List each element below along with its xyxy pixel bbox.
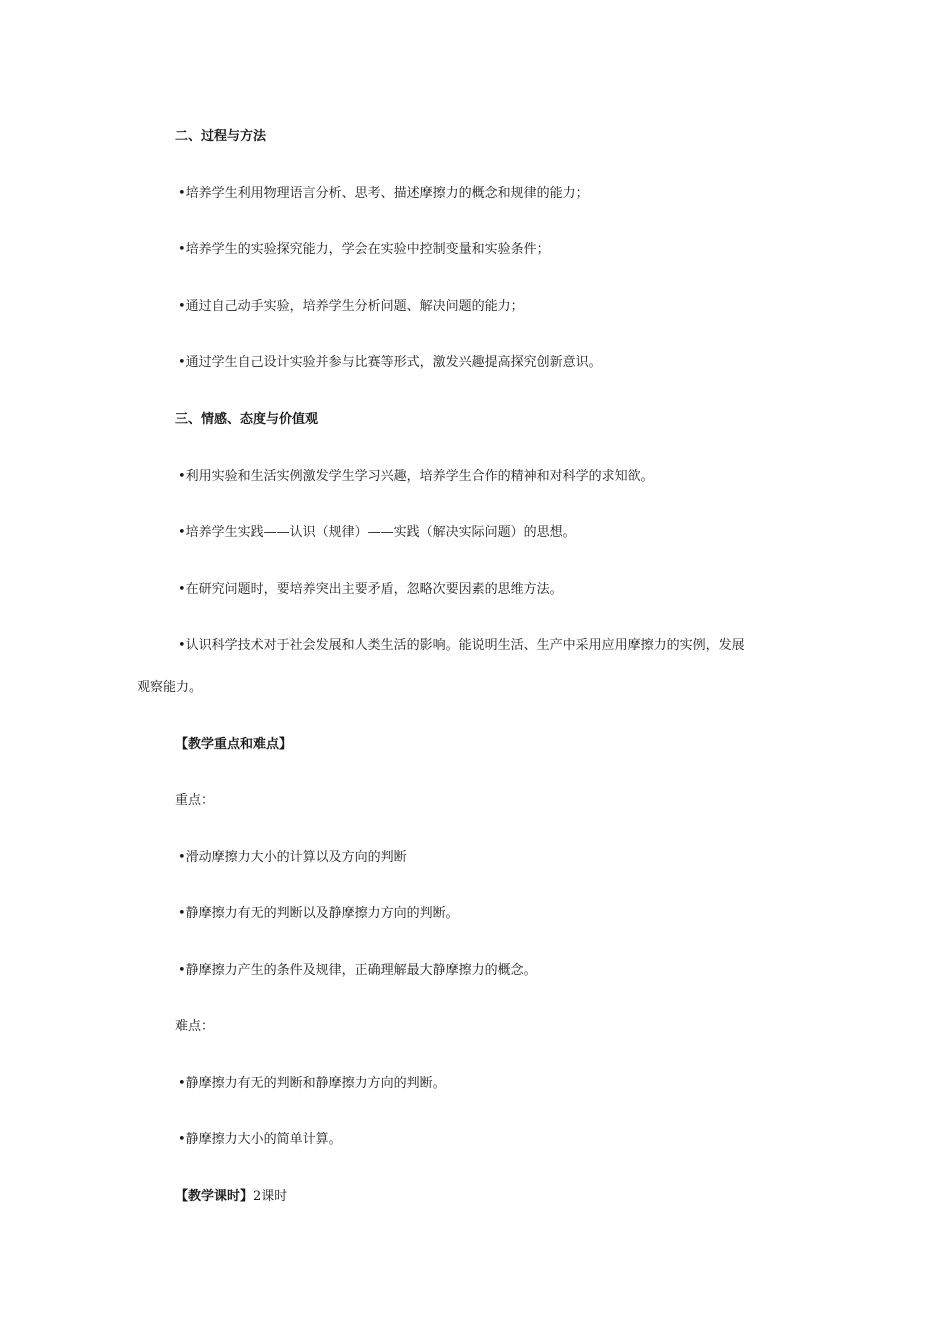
process-item: •培养学生的实验探究能力，学会在实验中控制变量和实验条件； [178,242,550,257]
difficult-item: •静摩擦力大小的简单计算。 [178,1132,342,1147]
difficult-item: •静摩擦力有无的判断和静摩擦力方向的判断。 [178,1076,446,1091]
emotion-heading: 三、情感、态度与价值观 [175,412,319,427]
emotion-item: •利用实验和生活实例激发学生学习兴趣，培养学生合作的精神和对科学的求知欲。 [178,469,654,484]
hours-heading: 【教学课时】 [175,1189,254,1204]
teaching-hours [175,1187,287,1207]
key-item: •滑动摩擦力大小的计算以及方向的判断 [178,850,407,865]
process-heading: 二、过程与方法 [175,129,267,144]
difficult-label: 难点： [175,1019,215,1034]
emotion-item: •培养学生实践——认识（规律）——实践（解决实际问题）的思想。 [178,525,576,540]
process-item: •培养学生利用物理语言分析、思考、描述摩擦力的概念和规律的能力； [178,186,589,201]
process-item: •通过自己动手实验，培养学生分析问题、解决问题的能力； [178,299,524,314]
key-label: 重点： [175,793,215,808]
emotion-item: •在研究问题时，要培养突出主要矛盾，忽略次要因素的思维方法。 [178,582,563,597]
key-points-heading: 【教学重点和难点】 [175,737,293,752]
process-item: •通过学生自己设计实验并参与比赛等形式，激发兴趣提高探究创新意识。 [178,355,602,370]
hours-value: 2课时 [253,1189,288,1204]
emotion-item: •认识科学技术对于社会发展和人类生活的影响。能说明生活、生产中采用应用摩擦力的实例，发展 [178,638,745,653]
emotion-item-continuation: 观察能力。 [137,680,203,695]
key-item: •静摩擦力产生的条件及规律，正确理解最大静摩擦力的概念。 [178,963,537,978]
key-item: •静摩擦力有无的判断以及静摩擦力方向的判断。 [178,906,459,921]
